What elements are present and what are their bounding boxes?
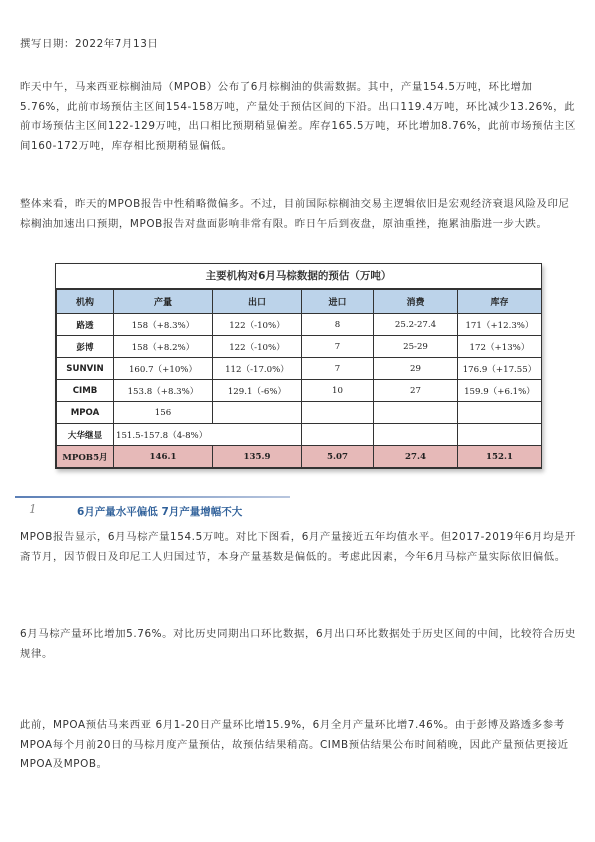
- cell: 10: [302, 380, 374, 402]
- cell: 146.1: [114, 446, 213, 468]
- header-org: 机构: [57, 290, 114, 314]
- cell: 5.07: [302, 446, 374, 468]
- cell: [458, 402, 542, 424]
- section-title: 6月产量水平偏低 7月产量增幅不大: [77, 506, 243, 518]
- table-header-row: [57, 290, 542, 314]
- header-export: 出口: [213, 290, 302, 314]
- cell: 112（-17.0%）: [213, 358, 302, 380]
- cell: MPOA: [57, 402, 114, 424]
- section-divider: [15, 496, 290, 498]
- cell: 8: [302, 314, 374, 336]
- paragraph-overall-view: 整体来看，昨天的MPOB报告中性稍略微偏多。不过，目前国际棕榈油交易主逻辑依旧是宏观经济衰退风险及印尼棕榈油加速出口预期，MPOB报告对盘面影响非常有限。昨日午后到夜盘，原油重挫，拖累油脂进一步大跌。: [20, 198, 570, 230]
- cell: [374, 402, 458, 424]
- table-row: [57, 336, 542, 358]
- table-row: [57, 380, 542, 402]
- cell: 路透: [57, 314, 114, 336]
- cell: 129.1（-6%）: [213, 380, 302, 402]
- forecast-table: [55, 263, 542, 469]
- date-line: 撰写日期：2022年7月13日: [20, 38, 159, 50]
- cell: 159.9（+6.1%）: [458, 380, 542, 402]
- cell: 158（+8.3%）: [114, 314, 213, 336]
- cell: [458, 424, 542, 446]
- cell: 29: [374, 358, 458, 380]
- table-row-mpob: [57, 446, 542, 468]
- table-row: [57, 424, 542, 446]
- cell: 27: [374, 380, 458, 402]
- cell: 大华继显: [57, 424, 114, 446]
- cell: 153.8（+8.3%）: [114, 380, 213, 402]
- cell: 彭博: [57, 336, 114, 358]
- cell: 7: [302, 336, 374, 358]
- cell: [374, 424, 458, 446]
- table-row: [57, 358, 542, 380]
- cell: SUNVIN: [57, 358, 114, 380]
- forecast-grid: [56, 289, 542, 468]
- cell: MPOB5月: [57, 446, 114, 468]
- cell: 7: [302, 358, 374, 380]
- cell: 122（-10%）: [213, 314, 302, 336]
- section-number: 1: [29, 502, 37, 516]
- paragraph-production: MPOB报告显示，6月马棕产量154.5万吨。对比下图看，6月产量接近五年均值水平。但2017-2019年6月均是开斋节月，因节假日及印尼工人归国过节，本身产量基数是偏低的。考虑此因素，今年6月马棕产量实际依旧偏低。: [20, 531, 577, 563]
- cell: 27.4: [374, 446, 458, 468]
- cell: [302, 424, 374, 446]
- cell: 160.7（+10%）: [114, 358, 213, 380]
- table-row: [57, 402, 542, 424]
- paragraph-mpob-summary: 昨天中午，马来西亚棕榈油局（MPOB）公布了6月棕榈油的供需数据。其中，产量154.5万吨，环比增加5.76%，此前市场预估主区间154-158万吨，产量处于预估区间的下沿。出口119.4万吨，环比减少13.26%，此前市场预估主区间122-129万吨，出口相比预期稍显偏差。库存165.5万吨，环比增加8.76%，此前市场预估主区间160-172万吨，库存相比预期稍显偏低。: [20, 81, 576, 152]
- cell: 156: [114, 402, 213, 424]
- header-import: 进口: [302, 290, 374, 314]
- table-title: 主要机构对6月马棕数据的预估（万吨）: [56, 264, 541, 289]
- header-production: 产量: [114, 290, 213, 314]
- paragraph-export-comparison: 6月马棕产量环比增加5.76%。对比历史同期出口环比数据，6月出口环比数据处于历史区间的中间，比较符合历史规律。: [20, 628, 576, 660]
- header-stock: 库存: [458, 290, 542, 314]
- table-row: [57, 314, 542, 336]
- cell: 25-29: [374, 336, 458, 358]
- cell: 176.9（+17.55）: [458, 358, 542, 380]
- cell: [302, 402, 374, 424]
- cell: 135.9: [213, 446, 302, 468]
- cell: 152.1: [458, 446, 542, 468]
- cell: CIMB: [57, 380, 114, 402]
- cell: 171（+12.3%）: [458, 314, 542, 336]
- cell: 25.2-27.4: [374, 314, 458, 336]
- cell: [213, 402, 302, 424]
- cell: 151.5-157.8（4-8%）: [114, 424, 302, 446]
- header-consumption: 消费: [374, 290, 458, 314]
- cell: 172（+13%）: [458, 336, 542, 358]
- cell: 158（+8.2%）: [114, 336, 213, 358]
- section-heading: [15, 496, 290, 520]
- paragraph-estimates: 此前，MPOA预估马来西亚 6月1-20日产量环比增15.9%，6月全月产量环比增7.46%。由于彭博及路透多参考MPOA每个月前20日的马棕月度产量预估，故预估结果稍高。CIMB预估结果公布时间稍晚，因此产量预估更接近MPOA及MPOB。: [20, 719, 569, 770]
- cell: 122（-10%）: [213, 336, 302, 358]
